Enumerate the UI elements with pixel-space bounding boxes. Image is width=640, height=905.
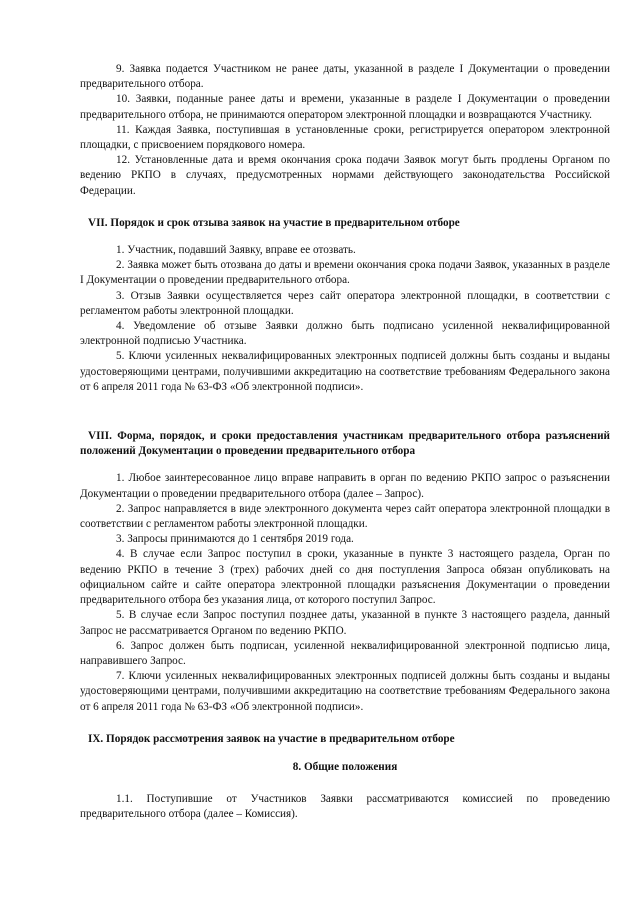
paragraph: 9. Заявка подается Участником не ранее даты, указанной в разделе I Документации о проведении предварительного отбора.	[80, 63, 610, 91]
paragraph: 2. Заявка может быть отозвана до даты и времени окончания срока подачи Заявок, указанных в разделе I Документации о проведении предварительного отбора.	[80, 259, 610, 287]
paragraph: 1. Участник, подавший Заявку, вправе ее отозвать.	[116, 244, 356, 257]
section-heading-vii: VII. Порядок и срок отзыва заявок на участие в предварительном отборе	[88, 216, 460, 229]
section-heading-ix: IX. Порядок рассмотрения заявок на участие в предварительном отборе	[88, 732, 455, 745]
paragraph: 4. Уведомление об отзыве Заявки должно быть подписано усиленной неквалифицированной электронной подписью Участника.	[80, 320, 610, 348]
subsection-heading: 8. Общие положения	[292, 760, 398, 773]
paragraph: 2. Запрос направляется в виде электронного документа через сайт оператора электронной площадки в соответствии с регламентом работы электронной площадки.	[80, 502, 610, 531]
paragraph: 7. Ключи усиленных неквалифицированных электронных подписей должны быть созданы и выданы удостоверяющими центрами, получившими аккредитацию на соответствие требованиям Федерального закона от 6 апреля 2011 года № 63-ФЗ «Об электронной подписи».	[80, 670, 610, 713]
paragraph: 11. Каждая Заявка, поступившая в установленные сроки, регистрируется оператором электронной площадки, с присвоением порядкового номера.	[80, 123, 610, 152]
paragraph: 10. Заявки, поданные ранее даты и времени, указанные в разделе I Документации о проведении предварительного отбора, не принимаются оператором электронной площадки и возвращаются Участнику.	[80, 93, 610, 121]
paragraph: 1.1. Поступившие от Участников Заявки рассматриваются комиссией по проведению предварительного отбора (далее – Комиссия).	[80, 793, 610, 821]
paragraph: 1. Любое заинтересованное лицо вправе направить в орган по ведению РКПО запрос о разъяснении Документации о проведении предварительного отбора (далее – Запрос).	[80, 472, 610, 500]
paragraph: 3. Отзыв Заявки осуществляется через сайт оператора электронной площадки, в соответствии с регламентом работы электронной площадки.	[80, 289, 610, 317]
paragraph: 4. В случае если Запрос поступил в сроки, указанные в пункте 3 настоящего раздела, Орган по ведению РКПО в течение 3 (трех) рабочих дней со дня поступления Запроса обязан опубликовать на официальном сайте и сайте оператора электронной площадки разъяснения Документации о проведении предварительного отбора без указания лица, от которого поступил Запрос.	[80, 548, 610, 607]
paragraph: 3. Запросы принимаются до 1 сентября 2019 года.	[116, 533, 354, 546]
section-heading-viii: VIII. Форма, порядок, и сроки предоставления участникам предварительного отбора разъяснений положений Документации о проведении предварительного отбора	[80, 430, 610, 458]
paragraph: 6. Запрос должен быть подписан, усиленной неквалифицированной электронной подписью лица, направившего Запрос.	[80, 639, 610, 667]
paragraph: 12. Установленные дата и время окончания срока подачи Заявок могут быть продлены Органом по ведению РКПО в случаях, предусмотренных нормами действующего законодательства Российской Федерации.	[80, 154, 610, 197]
document-page	[80, 62, 610, 823]
paragraph: 5. Ключи усиленных неквалифицированных электронных подписей должны быть созданы и выданы удостоверяющими центрами, получившими аккредитацию на соответствие требованиям Федерального закона от 6 апреля 2011 года № 63-ФЗ «Об электронной подписи».	[80, 350, 610, 393]
paragraph: 5. В случае если Запрос поступил позднее даты, указанной в пункте 3 настоящего раздела, данный Запрос не рассматривается Органом по ведению РКПО.	[80, 609, 610, 637]
